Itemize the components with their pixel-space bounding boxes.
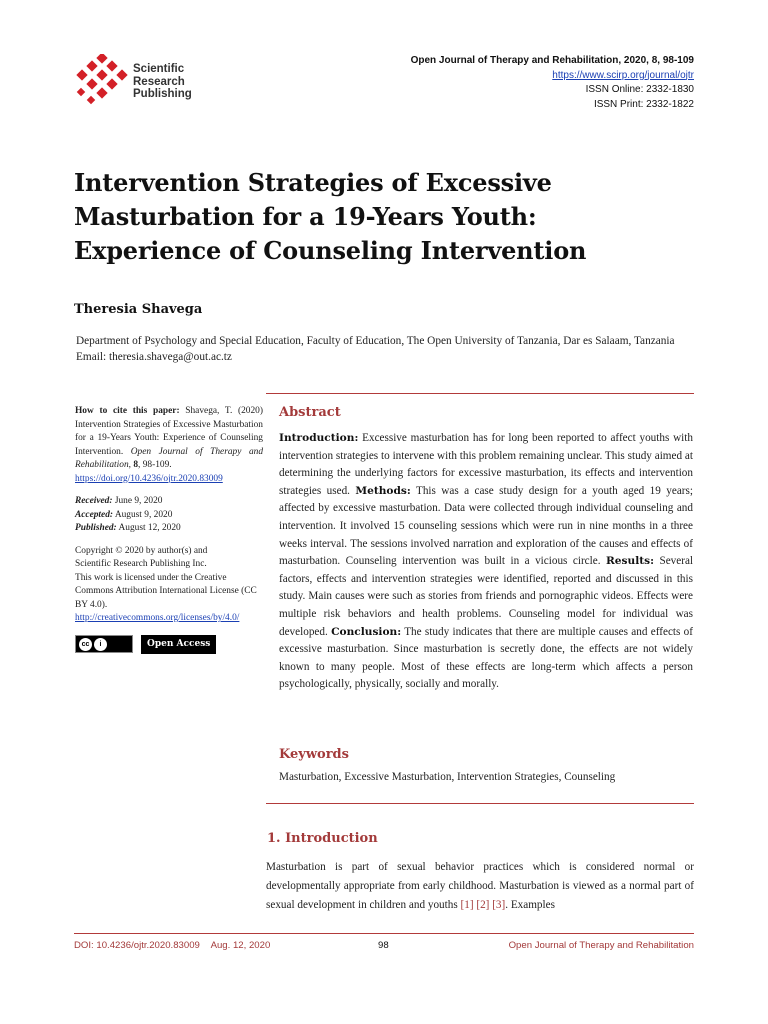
abstract-methods-text: This was a case study design for a youth aged 19 years; affected by excessive masturbation. Data were collected through individual counseling and intervention. It involved 15 counseling sessions which were run in nine months in a three weeks interval. The sessions involved narration and exploration of the causes and effects of masturbation. Counseling intervention was built in a vicious circle. [279, 484, 693, 568]
footer-doi: DOI: 10.4236/ojtr.2020.83009 [74, 940, 200, 951]
dates-block [75, 495, 263, 536]
publisher-name-line1: Scientific [133, 63, 185, 75]
abstract-results-text: Several factors, effects and intervention strategies were identified, reported and discussed in this study. Main causes were such as stories from friends and pornographic videos. Effects were multiple risk behaviors and health problems. Counseling model for individual was developed. [279, 555, 694, 638]
received-label: Received: [75, 496, 113, 506]
publisher-logo-icon [74, 54, 132, 106]
journal-url-link[interactable]: https://www.scirp.org/journal/ojtr [552, 69, 694, 81]
publisher-name-line2: Research [133, 75, 185, 88]
affiliation-department: Department of Psychology and Special Education, Faculty of Education, The Open University of Tanzania, Dar es Salaam, Tanzania [76, 335, 675, 347]
abstract-methods-label: Methods: [355, 484, 411, 497]
page-number: 98 [378, 940, 389, 951]
keywords-heading: Keywords [279, 747, 349, 762]
introduction-text: Masturbation is part of sexual behavior practices which is considered normal or developmentally appropriate from early childhood. Masturbation is viewed as a normal part of sexual development in children and youths [266, 861, 694, 911]
doi-link[interactable]: https://doi.org/10.4236/ojtr.2020.83009 [75, 473, 223, 484]
footer-doi-date [74, 940, 270, 951]
cite-volume: 8 [133, 460, 139, 470]
license-link[interactable]: http://creativecommons.org/licenses/by/4.0/ [75, 613, 240, 623]
introduction-heading: 1. Introduction [267, 831, 378, 846]
article-info-sidebar [75, 405, 263, 654]
cite-block [75, 405, 263, 486]
keywords-bottom-rule [266, 803, 694, 804]
paper-title-line2: Masturbation for a 19-Years Youth: [74, 202, 537, 231]
author-name: Theresia Shavega [74, 302, 203, 317]
introduction-tail: . Examples [505, 899, 555, 911]
accepted-date: August 9, 2020 [114, 509, 173, 520]
introduction-body [266, 858, 694, 915]
cc-icon: cc [79, 638, 92, 651]
copyright-line1: Copyright © 2020 by author(s) and [75, 545, 208, 556]
received-date: June 9, 2020 [114, 496, 163, 506]
published-label: Published: [75, 523, 117, 533]
keywords-list: Masturbation, Excessive Masturbation, Intervention Strategies, Counseling [279, 771, 616, 783]
reference-link-2[interactable]: [2] [476, 899, 490, 911]
abstract-top-rule [266, 393, 694, 394]
reference-link-3[interactable]: [3] [492, 899, 506, 911]
cite-label: How to cite this paper: [75, 406, 180, 416]
footer-journal: Open Journal of Therapy and Rehabilitation [508, 940, 694, 951]
published-date: August 12, 2020 [118, 523, 181, 533]
cite-text: Shavega, T. (2020) Intervention Strategies of Excessive Masturbation for a 19-Years Youth: Experience of Counseling Intervention. [75, 406, 263, 457]
license-text: This work is licensed under the Creative Commons Attribution International License (CC BY 4.0). [75, 572, 257, 610]
paper-title-line3: Experience of Counseling Intervention [74, 236, 587, 265]
cite-pages: , 98-109. [138, 460, 172, 470]
license-badges [75, 635, 263, 655]
abstract-intro-label: Introduction: [279, 432, 359, 444]
cite-journal: Open Journal of Therapy and Rehabilitation, [75, 446, 264, 470]
abstract-body [279, 430, 693, 694]
journal-header [411, 54, 694, 112]
license-block [75, 545, 263, 626]
issn-online: ISSN Online: 2332-1830 [585, 84, 694, 95]
paper-title-line1: Intervention Strategies of Excessive [74, 168, 552, 197]
paper-title [74, 166, 694, 268]
abstract-heading: Abstract [279, 405, 341, 420]
publisher-name-line3: Publishing [133, 88, 192, 100]
by-icon: i [94, 638, 107, 651]
reference-link-1[interactable]: [1] [460, 899, 474, 911]
abstract-intro-text: Excessive masturbation has for long been reported to affect youths with intervention strategies to intervene with this problem remaining unclear. This study aimed at determining the underlying factors for excessive masturbation, its effects and intervention strategies used. [279, 432, 693, 497]
cc-by-badge[interactable] [75, 635, 133, 653]
footer-rule [74, 933, 694, 934]
affiliation [76, 333, 706, 365]
affiliation-email: Email: theresia.shavega@out.ac.tz [76, 351, 232, 363]
open-access-badge: Open Access [141, 635, 216, 655]
publisher-logo [74, 54, 204, 106]
abstract-conclusion-text: The study indicates that there are multiple causes and effects of excessive masturbation. Since masturbation is secretly done, the effects are not widely known to many people. Most of these effects are long-term which affects a person psychologically, physically, socially and morally. [279, 625, 693, 691]
accepted-label: Accepted: [75, 509, 113, 520]
copyright-line2: Scientific Research Publishing Inc. [75, 559, 207, 569]
publisher-name [133, 63, 192, 101]
abstract-conclusion-label: Conclusion: [331, 625, 402, 638]
journal-citation: Open Journal of Therapy and Rehabilitation, 2020, 8, 98-109 [410, 55, 694, 66]
abstract-results-label: Results: [605, 555, 654, 568]
footer-date: Aug. 12, 2020 [210, 940, 271, 951]
issn-print: ISSN Print: 2332-1822 [593, 98, 694, 110]
